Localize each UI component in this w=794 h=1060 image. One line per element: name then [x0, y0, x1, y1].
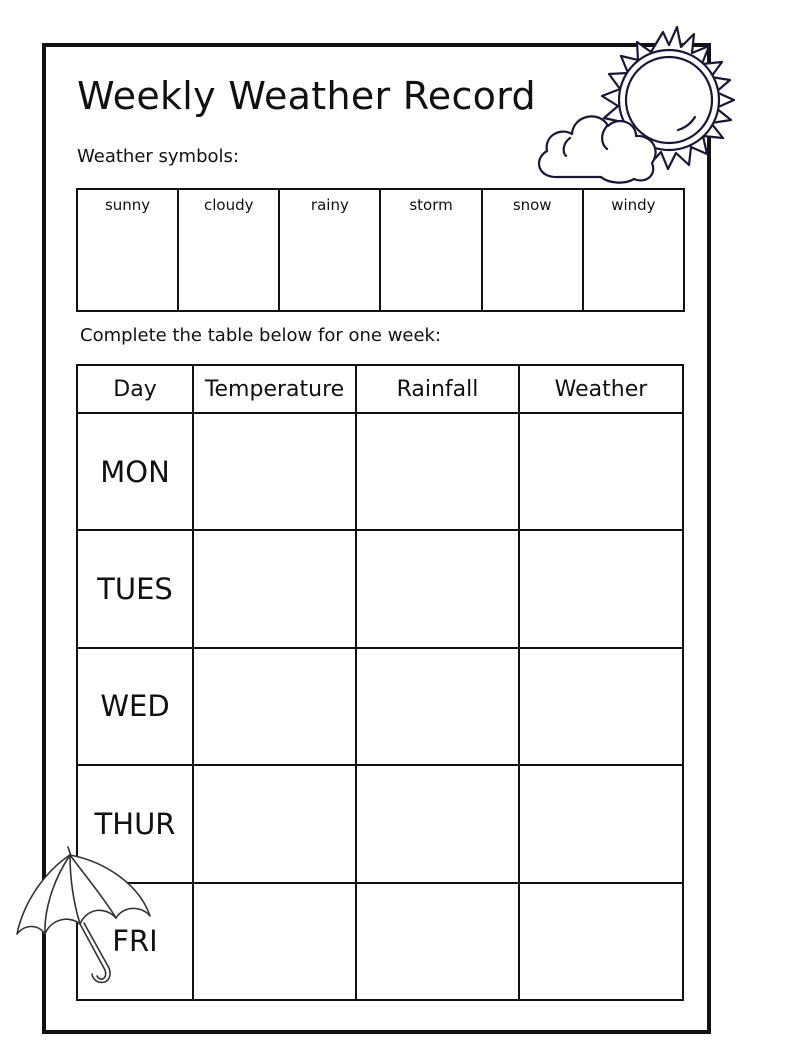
- day-label: THUR: [77, 765, 193, 882]
- weather-cell[interactable]: [519, 413, 683, 530]
- rainfall-cell[interactable]: [356, 765, 519, 882]
- rainfall-cell[interactable]: [356, 883, 519, 1000]
- weather-cell[interactable]: [519, 530, 683, 647]
- header-temperature: Temperature: [193, 365, 356, 413]
- weather-cell[interactable]: [519, 648, 683, 765]
- sun-cloud-icon: [530, 22, 740, 187]
- symbol-label: sunny: [104, 196, 151, 214]
- temperature-cell[interactable]: [193, 530, 356, 647]
- symbol-label: storm: [409, 196, 453, 214]
- weather-cell[interactable]: [519, 883, 683, 1000]
- symbol-cell-windy[interactable]: [583, 189, 684, 311]
- weather-cell[interactable]: [519, 765, 683, 882]
- symbol-cell-snow[interactable]: [482, 189, 583, 311]
- rainfall-cell[interactable]: [356, 530, 519, 647]
- table-row: [77, 530, 683, 647]
- day-label: MON: [77, 413, 193, 530]
- symbol-cell-rainy[interactable]: [279, 189, 380, 311]
- symbol-label: snow: [512, 196, 552, 214]
- temperature-cell[interactable]: [193, 883, 356, 1000]
- temperature-cell[interactable]: [193, 413, 356, 530]
- temperature-cell[interactable]: [193, 765, 356, 882]
- table-row: [77, 413, 683, 530]
- rainfall-cell[interactable]: [356, 648, 519, 765]
- day-label: TUES: [77, 530, 193, 647]
- symbol-label: windy: [611, 196, 656, 214]
- umbrella-icon: [12, 842, 177, 987]
- symbol-label: rainy: [310, 196, 349, 214]
- header-rainfall: Rainfall: [356, 365, 519, 413]
- symbol-cell-storm[interactable]: [380, 189, 481, 311]
- rainfall-cell[interactable]: [356, 413, 519, 530]
- symbol-cell-cloudy[interactable]: [178, 189, 279, 311]
- day-label: FRI: [77, 883, 193, 1000]
- temperature-cell[interactable]: [193, 648, 356, 765]
- symbol-label: cloudy: [203, 196, 254, 214]
- header-day: Day: [77, 365, 193, 413]
- symbols-heading: Weather symbols:: [77, 146, 239, 167]
- table-row: [77, 648, 683, 765]
- symbols-table: [76, 188, 685, 312]
- header-weather: Weather: [519, 365, 683, 413]
- page-title: Weekly Weather Record: [77, 74, 536, 118]
- day-label: WED: [77, 648, 193, 765]
- record-instruction: Complete the table below for one week:: [80, 325, 442, 346]
- header-row: [77, 365, 683, 413]
- symbol-cell-sunny[interactable]: [77, 189, 178, 311]
